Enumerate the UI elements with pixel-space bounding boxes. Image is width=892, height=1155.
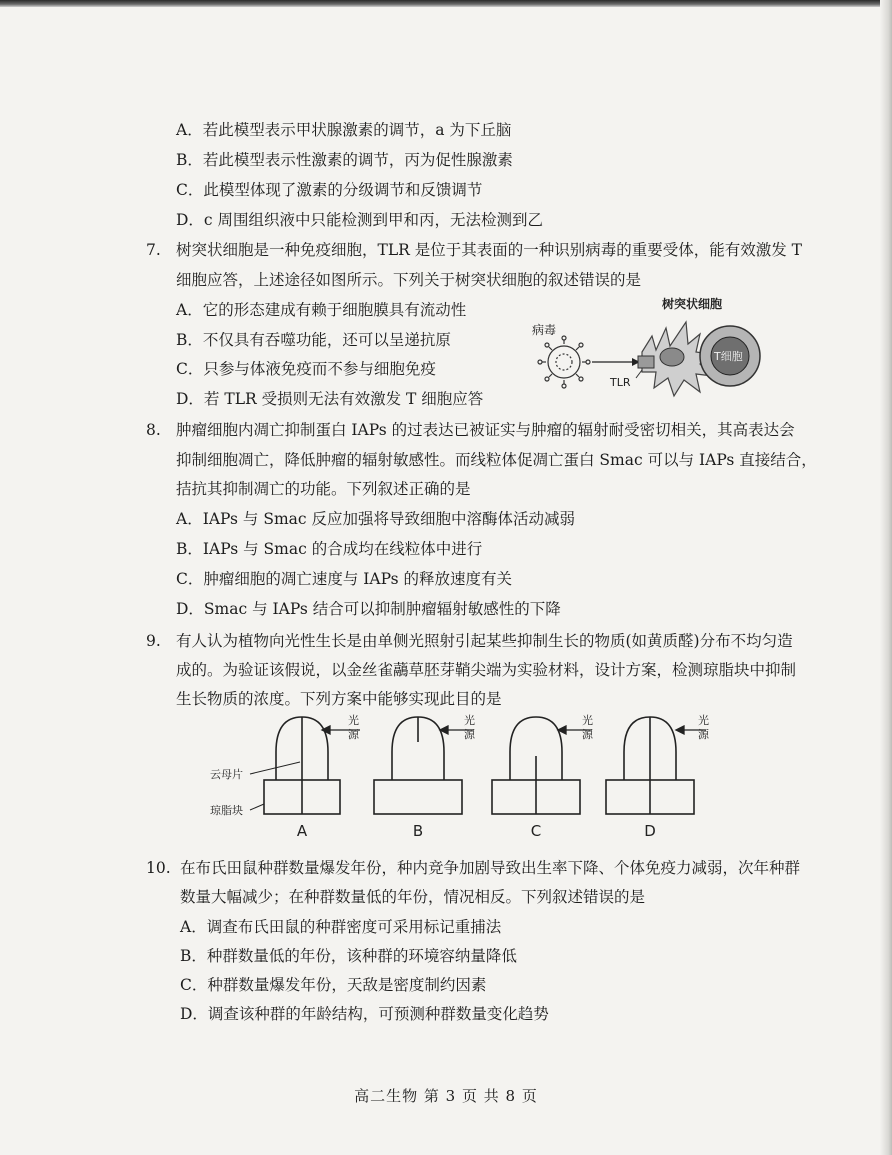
page-footer: 高二生物 第 3 页 共 8 页 (354, 1087, 538, 1105)
light-label-d-top: 光 (698, 714, 709, 727)
q9-panel-b-drawing (374, 717, 462, 814)
q9-stem-line-2: 成的。为验证该假说，以金丝雀虉草胚芽鞘尖端为实验材料，设计方案，检测琼脂块中抑制 (176, 661, 797, 679)
agar-pointer (250, 804, 264, 810)
q7-option-c: C．只参与体液免疫而不参与细胞免疫 (176, 360, 436, 378)
q7-stem-line-1: 树突状细胞是一种免疫细胞，TLR 是位于其表面的一种识别病毒的重要受体，能有效激发 T (176, 241, 802, 259)
q10-option-a: A．调查布氏田鼠的种群密度可采用标记重捕法 (180, 918, 502, 936)
q7-virus-label: 病毒 (532, 323, 557, 337)
q7-dendritic-cell-label: 树突状细胞 (662, 297, 723, 311)
q7-dendritic-cell-figure (524, 292, 776, 402)
q7-option-b: B．不仅具有吞噬功能，还可以呈递抗原 (176, 331, 451, 349)
light-label-b-bottom: 源 (464, 728, 475, 741)
light-label-b-top: 光 (464, 714, 475, 727)
q7-tlr-label: TLR (610, 376, 631, 389)
mica-label: 云母片 (210, 768, 243, 781)
light-arrow-icon-d (676, 726, 684, 734)
virus-icon (538, 336, 590, 388)
mica-pointer (250, 762, 300, 774)
light-label-d-bottom: 源 (698, 728, 709, 741)
q10-stem-line-2: 数量大幅减少；在种群数量低的年份，情况相反。下列叙述错误的是 (180, 888, 646, 906)
q7-option-d: D．若 TLR 受损则无法有效激发 T 细胞应答 (176, 390, 484, 408)
q9-panel-label-a: A (296, 822, 308, 840)
q8-option-d: D．Smac 与 IAPs 结合可以抑制肿瘤辐射敏感性的下降 (176, 600, 561, 618)
q7-stem-line-2: 细胞应答，上述途径如图所示。下列关于树突状细胞的叙述错误的是 (176, 271, 642, 289)
q8-stem-line-2: 抑制细胞凋亡，降低肿瘤的辐射敏感性。而线粒体促凋亡蛋白 Smac 可以与 IAPs 直接结合， (176, 451, 817, 469)
q8-stem-line-1: 肿瘤细胞内凋亡抑制蛋白 IAPs 的过表达已被证实与肿瘤的辐射耐受密切相关，其高表达会 (176, 421, 795, 439)
q8-option-c: C．肿瘤细胞的凋亡速度与 IAPs 的释放速度有关 (176, 570, 512, 588)
q8-option-a: A．IAPs 与 Smac 反应加强将导致细胞中溶酶体活动减弱 (176, 510, 575, 528)
q8-stem-line-3: 拮抗其抑制凋亡的功能。下列叙述正确的是 (176, 480, 471, 498)
dendritic-cell-nucleus (660, 348, 684, 366)
light-label-a-bottom: 源 (348, 728, 359, 741)
scan-top-edge (0, 0, 892, 7)
light-label-c-top: 光 (582, 714, 593, 727)
q8-number: 8. (146, 421, 161, 439)
scan-right-edge (880, 0, 892, 1155)
q8-option-b: B．IAPs 与 Smac 的合成均在线粒体中进行 (176, 540, 483, 558)
q6-option-d: D．c 周围组织液中只能检测到甲和丙，无法检测到乙 (176, 211, 544, 229)
q9-stem-line-3: 生长物质的浓度。下列方案中能够实现此目的是 (176, 690, 502, 708)
q10-number: 10. (146, 859, 171, 877)
q10-option-c: C．种群数量爆发年份，天敌是密度制约因素 (180, 976, 487, 994)
q10-option-d: D．调查该种群的年龄结构，可预测种群数量变化趋势 (180, 1005, 549, 1023)
q9-coleoptile-figure (200, 712, 720, 842)
q7-number: 7. (146, 241, 161, 259)
q6-option-a: A．若此模型表示甲状腺激素的调节，a 为下丘脑 (176, 121, 512, 139)
agar-label: 琼脂块 (210, 804, 243, 817)
q6-option-b: B．若此模型表示性激素的调节，丙为促性腺激素 (176, 151, 513, 169)
q9-panel-label-b: B (412, 822, 424, 840)
q7-tcell-label: T细胞 (714, 350, 743, 363)
light-label-a-top: 光 (348, 714, 359, 727)
q10-option-b: B．种群数量低的年份，该种群的环境容纳量降低 (180, 947, 517, 965)
q9-panel-label-c: C (530, 822, 542, 840)
q10-stem-line-1: 在布氏田鼠种群数量爆发年份，种内竞争加剧导致出生率下降、个体免疫力减弱，次年种群 (180, 859, 801, 877)
q9-number: 9. (146, 632, 161, 650)
q7-option-a: A．它的形态建成有赖于细胞膜具有流动性 (176, 301, 467, 319)
q7-tlr-pointer (636, 370, 642, 378)
q9-stem-line-1: 有人认为植物向光性生长是由单侧光照射引起某些抑制生长的物质(如黄质醛)分布不均匀造 (176, 632, 793, 650)
q9-panel-label-d: D (644, 822, 656, 840)
light-label-c-bottom: 源 (582, 728, 593, 741)
tlr-receptor (638, 356, 654, 368)
q6-option-c: C．此模型体现了激素的分级调节和反馈调节 (176, 181, 483, 199)
q9-panel-c-drawing (492, 717, 580, 814)
